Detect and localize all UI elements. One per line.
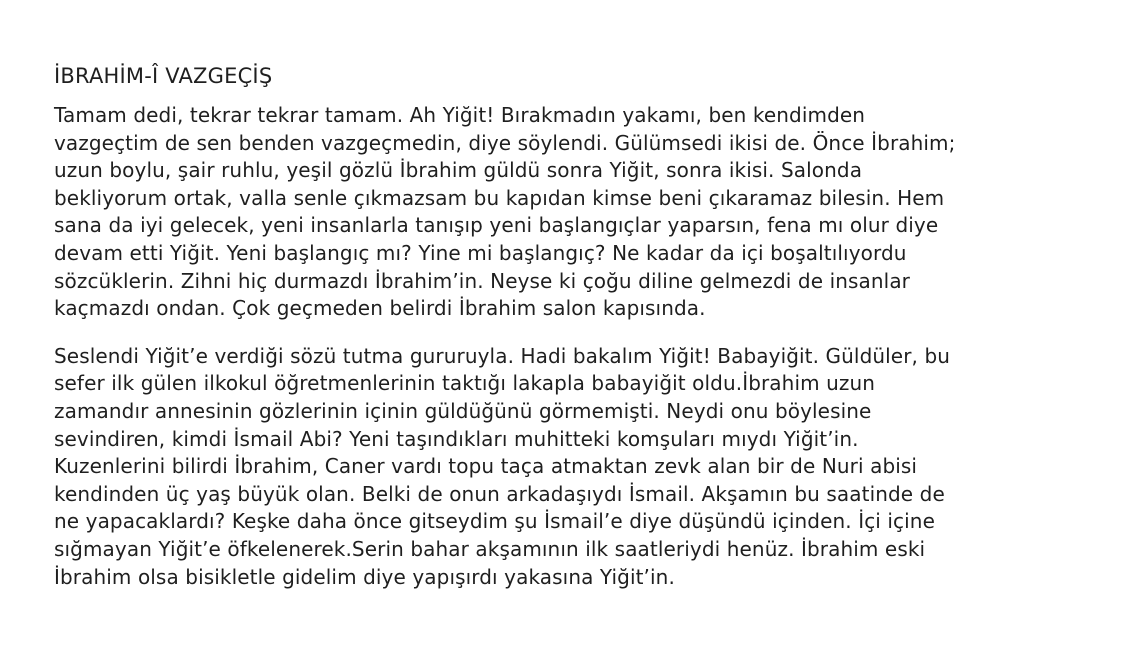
paragraph-line: kendinden üç yaş büyük olan. Belki de onun arkadaşıydı İsmail. Akşamın bu saatinde de — [54, 481, 945, 506]
document-page — [54, 62, 1114, 611]
document-title: İBRAHİM-Î VAZGEÇİŞ — [54, 64, 273, 88]
paragraph-line: uzun boylu, şair ruhlu, yeşil gözlü İbrahim güldü sonra Yiğit, sonra ikisi. Salonda — [54, 158, 863, 183]
paragraph-line: sana da iyi gelecek, yeni insanlarla tanışıp yeni başlangıçlar yaparsın, fena mı olur diye — [54, 213, 939, 238]
paragraph-line: ne yapacaklardı? Keşke daha önce gitseydim şu İsmail’e diye düşündü içinden. İçi içine — [54, 509, 935, 534]
paragraph-line: sefer ilk gülen ilkokul öğretmenlerinin taktığı lakapla babayiğit oldu.İbrahim uzun — [54, 371, 876, 396]
paragraph-2 — [54, 343, 1114, 591]
paragraph-1 — [54, 102, 1114, 323]
paragraph-line: sevindiren, kimdi İsmail Abi? Yeni taşındıkları muhitteki komşuları mıydı Yiğit’in. — [54, 426, 859, 451]
paragraph-line: kaçmazdı ondan. Çok geçmeden belirdi İbrahim salon kapısında. — [54, 296, 706, 321]
paragraph-line: zamandır annesinin gözlerinin içinin güldüğünü görmemişti. Neydi onu böylesine — [54, 398, 872, 423]
paragraph-line: Seslendi Yiğit’e verdiği sözü tutma gururuyla. Hadi bakalım Yiğit! Babayiğit. Güldüler, bu — [54, 343, 951, 368]
paragraph-line: Kuzenlerini bilirdi İbrahim, Caner vardı topu taça atmaktan zevk alan bir de Nuri abisi — [54, 454, 918, 479]
paragraph-line: sözcüklerin. Zihni hiç durmazdı İbrahim’in. Neyse ki çoğu diline gelmezdi de insanlar — [54, 268, 910, 293]
paragraph-line: bekliyorum ortak, valla senle çıkmazsam bu kapıdan kimse beni çıkaramaz bilesin. Hem — [54, 185, 945, 210]
paragraph-line: devam etti Yiğit. Yeni başlangıç mı? Yine mi başlangıç? Ne kadar da içi boşaltılıyordu — [54, 240, 907, 265]
paragraph-line: Tamam dedi, tekrar tekrar tamam. Ah Yiğit! Bırakmadın yakamı, ben kendimden — [54, 103, 866, 127]
paragraph-line: sığmayan Yiğit’e öfkelenerek.Serin bahar akşamının ilk saatleriydi henüz. İbrahim eski — [54, 536, 926, 561]
paragraph-line: İbrahim olsa bisikletle gidelim diye yapışırdı yakasına Yiğit’in. — [54, 564, 675, 589]
paragraph-line: vazgeçtim de sen benden vazgeçmedin, diye söylendi. Gülümsedi ikisi de. Önce İbrahim; — [54, 130, 956, 155]
